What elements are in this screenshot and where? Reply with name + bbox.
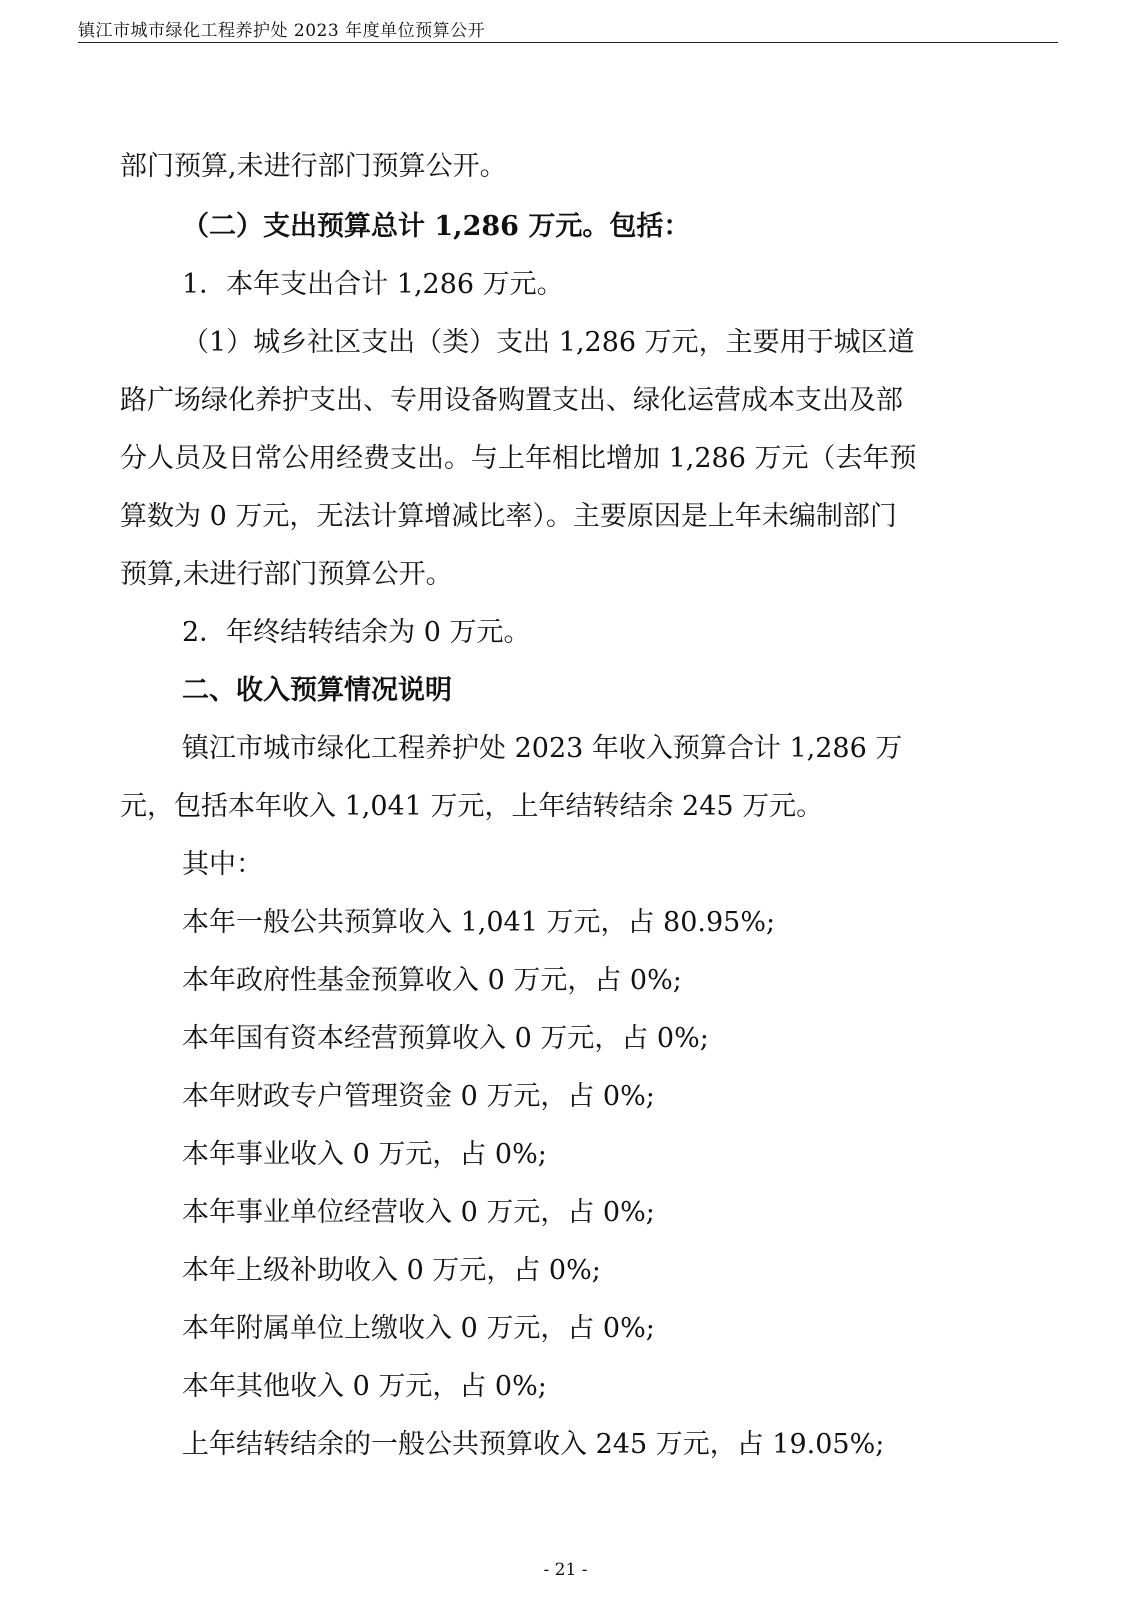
income-item-general-budget: 本年一般公共预算收入 1,041 万元，占 80.95%; xyxy=(182,907,776,938)
paragraph-line-1: 部门预算,未进行部门预算公开。 xyxy=(120,151,507,182)
paragraph-line-8: 预算,未进行部门预算公开。 xyxy=(120,559,453,590)
section-heading-expenditure: （二）支出预算总计 1,286 万元。包括： xyxy=(182,211,691,242)
paragraph-line-9: 2．年终结转结余为 0 万元。 xyxy=(182,617,531,648)
paragraph-line-3: 1．本年支出合计 1,286 万元。 xyxy=(182,269,564,300)
income-item-fiscal-account: 本年财政专户管理资金 0 万元，占 0%; xyxy=(182,1081,655,1112)
paragraph-line-4: （1）城乡社区支出（类）支出 1,286 万元，主要用于城区道 xyxy=(182,327,915,358)
income-item-government-fund: 本年政府性基金预算收入 0 万元，占 0%; xyxy=(182,965,682,996)
income-item-carryover: 上年结转结余的一般公共预算收入 245 万元，占 19.05%; xyxy=(182,1429,885,1460)
income-item-business: 本年事业收入 0 万元，占 0%; xyxy=(182,1139,547,1170)
paragraph-line-11: 镇江市城市绿化工程养护处 2023 年收入预算合计 1,286 万 xyxy=(182,733,903,764)
page-number: - 21 - xyxy=(543,1560,588,1580)
income-item-unit-operation: 本年事业单位经营收入 0 万元，占 0%; xyxy=(182,1197,655,1228)
paragraph-line-13: 其中： xyxy=(182,849,263,880)
income-item-affiliated-units: 本年附属单位上缴收入 0 万元，占 0%; xyxy=(182,1313,655,1344)
paragraph-line-6: 分人员及日常公用经费支出。与上年相比增加 1,286 万元（去年预 xyxy=(120,443,917,474)
paragraph-line-7: 算数为 0 万元，无法计算增减比率）。主要原因是上年未编制部门 xyxy=(120,501,897,532)
paragraph-line-12: 元，包括本年收入 1,041 万元，上年结转结余 245 万元。 xyxy=(120,791,824,822)
income-item-superior-subsidy: 本年上级补助收入 0 万元，占 0%; xyxy=(182,1255,601,1286)
header-title: 镇江市城市绿化工程养护处 2023 年度单位预算公开 xyxy=(78,21,486,41)
income-item-other: 本年其他收入 0 万元，占 0%; xyxy=(182,1371,547,1402)
paragraph-line-5: 路广场绿化养护支出、专用设备购置支出、绿化运营成本支出及部 xyxy=(120,385,903,416)
income-item-state-capital: 本年国有资本经营预算收入 0 万元，占 0%; xyxy=(182,1023,709,1054)
section-heading-income: 二、收入预算情况说明 xyxy=(182,675,452,706)
